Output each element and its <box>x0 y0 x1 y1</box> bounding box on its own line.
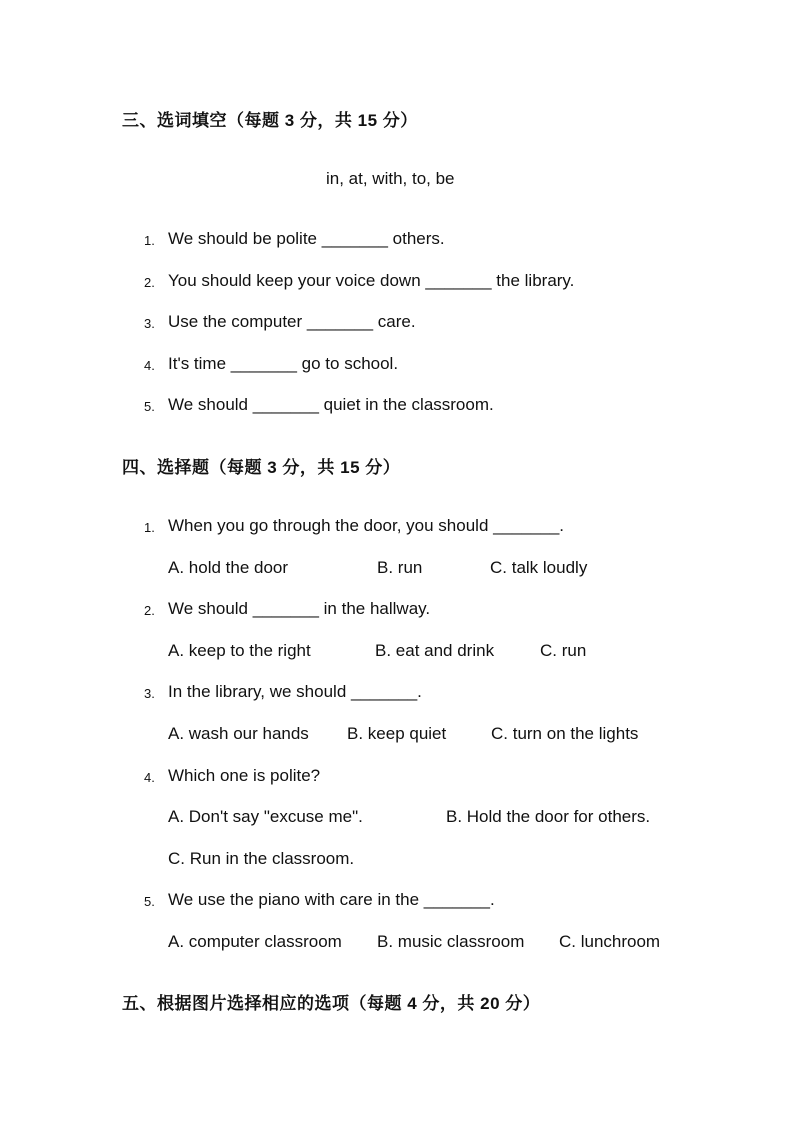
question-text: We should be polite _______ others. <box>168 229 445 248</box>
question-number: 2. <box>144 275 155 290</box>
question-number: 4. <box>144 358 155 373</box>
section-3-heading: 三、选词填空（每题 3 分，共 15 分） <box>122 111 418 130</box>
question-number: 5. <box>144 399 155 414</box>
option-b: B. eat and drink <box>375 641 495 660</box>
question-text: We should _______ quiet in the classroom. <box>168 395 494 414</box>
section-5-heading: 五、根据图片选择相应的选项（每题 4 分，共 20 分） <box>122 994 541 1013</box>
question-text: It's time _______ go to school. <box>168 354 399 373</box>
option-a: A. hold the door <box>168 558 289 577</box>
question-text: When you go through the door, you should _______. <box>168 516 565 535</box>
option-a: A. keep to the right <box>168 641 311 660</box>
option-b: B. Hold the door for others. <box>446 807 651 826</box>
question-text: We should _______ in the hallway. <box>168 599 431 618</box>
question-number: 5. <box>144 894 155 909</box>
section-4-heading: 四、选择题（每题 3 分，共 15 分） <box>122 458 401 477</box>
option-a: A. wash our hands <box>168 724 309 743</box>
option-c: C. turn on the lights <box>491 724 639 743</box>
question-text: In the library, we should _______. <box>168 682 422 701</box>
option-a: A. computer classroom <box>168 932 342 951</box>
question-number: 3. <box>144 686 155 701</box>
question-number: 4. <box>144 770 155 785</box>
question-text: Use the computer _______ care. <box>168 312 416 331</box>
question-number: 3. <box>144 316 155 331</box>
question-number: 1. <box>144 233 155 248</box>
question-text: Which one is polite? <box>168 766 321 785</box>
word-bank: in, at, with, to, be <box>326 169 455 188</box>
option-c: C. run <box>540 641 587 660</box>
option-b: B. music classroom <box>377 932 525 951</box>
question-number: 2. <box>144 603 155 618</box>
option-b: B. keep quiet <box>347 724 447 743</box>
option-c: C. lunchroom <box>559 932 661 951</box>
question-text: You should keep your voice down _______ the library. <box>168 271 575 290</box>
question-number: 1. <box>144 520 155 535</box>
option-a: A. Don't say "excuse me". <box>168 807 363 826</box>
option-c: C. Run in the classroom. <box>168 849 355 868</box>
option-b: B. run <box>377 558 423 577</box>
question-text: We use the piano with care in the _______. <box>168 890 495 909</box>
option-c: C. talk loudly <box>490 558 588 577</box>
